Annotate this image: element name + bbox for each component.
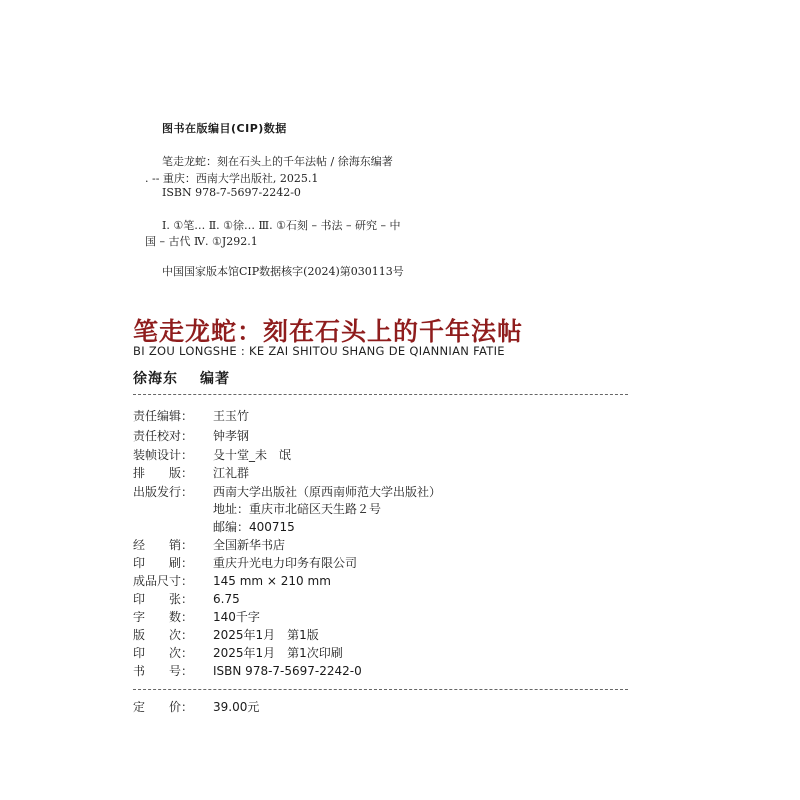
info-value: 6.75 — [213, 592, 240, 606]
info-label: 装帧设计： — [133, 448, 194, 462]
book-author — [133, 368, 230, 388]
info-value: 140千字 — [213, 610, 260, 624]
info-label: 印 张： — [133, 592, 194, 606]
info-label: 责任校对： — [133, 429, 194, 443]
info-label: 成品尺寸： — [133, 574, 194, 588]
info-value: ISBN 978-7-5697-2242-0 — [213, 664, 362, 678]
info-label: 字 数： — [133, 610, 194, 624]
author-role: 编著 — [200, 371, 230, 387]
info-value: 西南大学出版社（原西南师范大学出版社） — [213, 485, 442, 499]
cip-classification-line: Ⅰ. ①笔… Ⅱ. ①徐… Ⅲ. ①石刻 – 书法 – 研究 – 中 — [162, 219, 401, 232]
book-title-pinyin: BI ZOU LONGSHE : KE ZAI SHITOU SHANG DE QIANNIAN FATIE — [133, 344, 505, 358]
info-row-editor — [133, 407, 249, 425]
info-row-edition — [133, 626, 319, 644]
publisher-address: 地址：重庆市北碚区天生路２号 — [213, 502, 382, 516]
divider-top — [133, 394, 628, 395]
info-value: 王玉竹 — [213, 409, 250, 423]
info-row-price — [133, 698, 259, 716]
info-row-typesetter — [133, 464, 249, 482]
info-value: 重庆升光电力印务有限公司 — [213, 556, 358, 570]
cip-record-number: 中国国家版本馆CIP数据核字(2024)第030113号 — [162, 265, 404, 278]
info-value: 39.00元 — [213, 700, 260, 714]
cip-isbn-line: ISBN 978-7-5697-2242-0 — [162, 186, 301, 199]
info-row-proofreader — [133, 427, 249, 445]
cip-heading: 图书在版编目(CIP)数据 — [162, 122, 287, 135]
cip-title-line: 笔走龙蛇：刻在石头上的千年法帖 / 徐海东编著 — [162, 155, 393, 168]
cip-publisher-line: . -- 重庆：西南大学出版社, 2025.1 — [145, 172, 319, 185]
publisher-postcode: 邮编：400715 — [213, 520, 295, 534]
info-row-word-count — [133, 608, 260, 626]
info-label: 版 次： — [133, 628, 194, 642]
info-label: 印 次： — [133, 646, 194, 660]
info-row-publisher — [133, 483, 441, 501]
info-value: 2025年1月 第1版 — [213, 628, 319, 642]
info-row-designer — [133, 446, 291, 464]
info-row-printing — [133, 644, 343, 662]
info-row-sheets — [133, 590, 240, 608]
info-label: 印 刷： — [133, 556, 194, 570]
info-value: 殳十堂_未 氓 — [213, 448, 292, 462]
info-label: 定 价： — [133, 700, 194, 714]
cip-classification-line-cont: 国 – 古代 Ⅳ. ①J292.1 — [145, 235, 258, 248]
info-row-isbn — [133, 662, 362, 680]
info-label: 经 销： — [133, 538, 194, 552]
info-value: 全国新华书店 — [213, 538, 286, 552]
info-value: 145 mm × 210 mm — [213, 574, 331, 588]
info-label: 出版发行： — [133, 485, 194, 499]
info-row-size — [133, 572, 331, 590]
info-value: 2025年1月 第1次印刷 — [213, 646, 343, 660]
info-value: 钟孝钢 — [213, 429, 250, 443]
divider-bottom — [133, 689, 628, 690]
book-title: 笔走龙蛇：刻在石头上的千年法帖 — [133, 317, 524, 346]
author-name: 徐海东 — [133, 371, 178, 387]
info-row-printer — [133, 554, 357, 572]
info-label: 书 号： — [133, 664, 194, 678]
info-label: 排 版： — [133, 466, 194, 480]
info-row-distributor — [133, 536, 285, 554]
info-label: 责任编辑： — [133, 409, 194, 423]
info-value: 江礼群 — [213, 466, 250, 480]
